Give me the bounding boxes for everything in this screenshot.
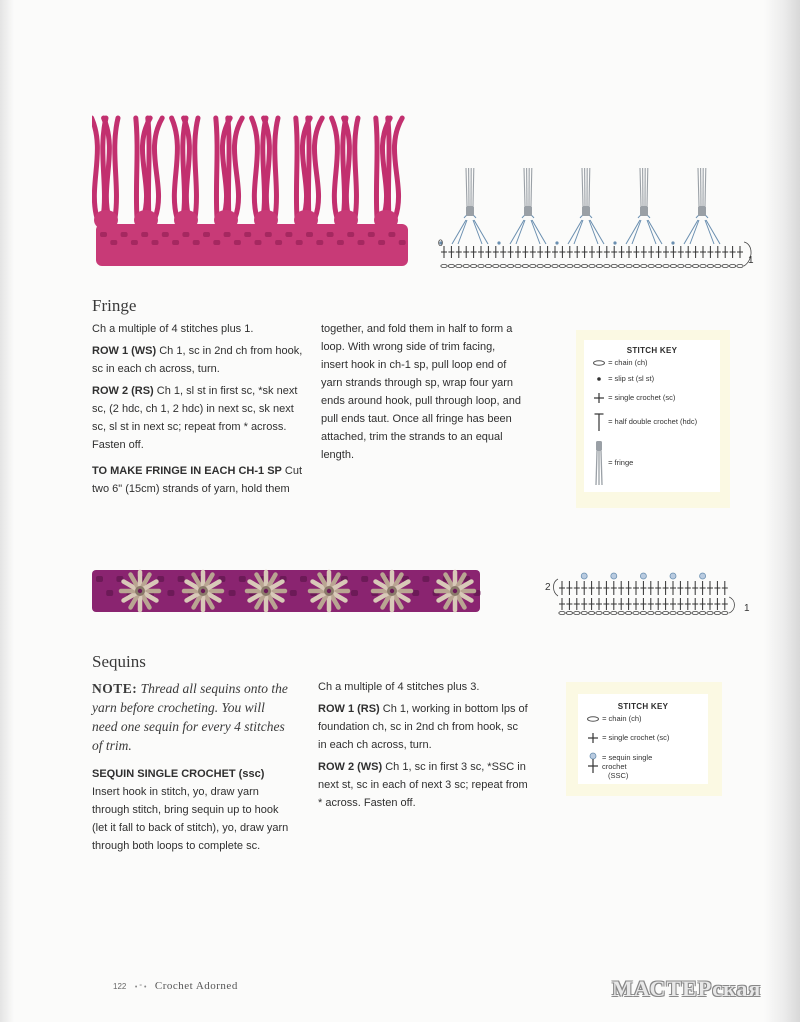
fringe-strand (308, 118, 309, 218)
fringe-stitch (100, 232, 107, 237)
chart-chain (626, 264, 632, 267)
fringe-stitch-key-panel (584, 340, 720, 492)
sequins-row2-text: Ch 1, sc in first 3 sc, *SSC in next st, sc in each of next 3 sc; repeat from * across. Fasten off. (318, 761, 528, 809)
chart-chain (456, 264, 462, 267)
chart-chain (633, 264, 639, 267)
chart-chain (493, 264, 499, 267)
sequins-row2-label: ROW 2 (WS) (318, 761, 383, 773)
fringe-key-label-chain: = chain (ch) (608, 358, 648, 367)
sequins-row1-label: ROW 1 (RS) (318, 703, 380, 715)
fringe-title: Fringe (92, 296, 137, 315)
sequins-stitch-key (566, 682, 722, 796)
fringe-chart-start-label: 0 (438, 238, 444, 248)
sequins-ssc (92, 765, 292, 855)
chart-fringe-strand (466, 168, 467, 206)
fringe-strand (172, 118, 178, 218)
fringe-stitch (141, 232, 148, 237)
fringe-key-row-hdc (592, 412, 697, 432)
chart-chain (678, 264, 684, 267)
watermark-text: МАСТЕРская (612, 976, 762, 1001)
chart-chain (463, 264, 469, 267)
fringe-strand (234, 118, 242, 218)
sequins-key-label-ssc: = sequin single crochet (602, 753, 653, 771)
sequins-key-title: STITCH KEY (617, 702, 669, 711)
chart-chain (537, 264, 543, 267)
sequins-key-row-sc (586, 732, 669, 744)
chart-fringe-strand (582, 168, 583, 206)
chart-slst (555, 241, 558, 244)
sequin-hole (327, 589, 331, 593)
fringe-knot (94, 210, 118, 230)
chart-sequin (700, 573, 706, 579)
fringe-chart (432, 160, 762, 275)
fringe-strand (216, 118, 217, 218)
fringe-icon (592, 440, 606, 486)
chart-chain (441, 264, 447, 267)
sequins-intro: Ch a multiple of 4 stitches plus 3. (318, 681, 480, 693)
sequins-instructions-col1 (92, 679, 292, 855)
chart-chain (603, 611, 609, 614)
chart-chain (589, 264, 595, 267)
sequins-stitch (361, 576, 368, 582)
chart-chain (581, 264, 587, 267)
fringe-stitch (131, 240, 138, 245)
fringe-key-row-sc (592, 392, 675, 404)
chart-chain (685, 264, 691, 267)
chart-chain (655, 611, 661, 614)
fringe-strand (228, 118, 229, 218)
sequin-hole (453, 589, 457, 593)
fringe-key-label-fringe: = fringe (608, 457, 634, 467)
sequins-title: Sequins (92, 652, 146, 671)
chart-sequin (640, 573, 646, 579)
sequins-stitch (239, 576, 246, 582)
fringe-strand (148, 118, 149, 218)
chart-chain (544, 264, 550, 267)
chart-fringe-strand (705, 168, 706, 206)
sequins-stitch (412, 590, 419, 596)
chart-chain (648, 264, 654, 267)
sequins-stitch-key-panel (578, 694, 708, 784)
chart-chain (507, 264, 513, 267)
chart-fringe-knot (640, 206, 648, 216)
chart-chain (552, 264, 558, 267)
fringe-key-label-hdc: = half double crochet (hdc) (608, 416, 698, 426)
chart-chain (677, 611, 683, 614)
single-crochet-icon (592, 392, 606, 404)
sequins-stitch (229, 590, 236, 596)
chart-chain (722, 611, 728, 614)
fringe-stitch (213, 240, 220, 245)
sequins-photo (90, 560, 482, 622)
sequins-stitch (96, 576, 103, 582)
chart-sequin (581, 573, 587, 579)
chart-chain (611, 611, 617, 614)
chart-chain (625, 611, 631, 614)
chart-chain (588, 611, 594, 614)
sequins-key-row-chain (586, 714, 642, 723)
fringe-strand (115, 118, 118, 218)
chain-icon (592, 359, 606, 367)
chart-fringe-knot (698, 206, 706, 216)
chart-chain (670, 611, 676, 614)
fringe-key-row-chain (592, 358, 648, 367)
fringe-instructions-col2 (321, 320, 521, 468)
sequins-note (92, 679, 292, 755)
fringe-knot (214, 210, 238, 230)
fringe-strand (136, 118, 137, 218)
sequins-note-label: NOTE: (92, 681, 138, 696)
sequins-key-label-chain: = chain (ch) (602, 714, 642, 723)
sequins-ssc-label: SEQUIN SINGLE CROCHET (ssc) (92, 768, 265, 780)
chart-fringe-strand (640, 168, 641, 206)
chart-chain (604, 264, 610, 267)
fringe-stitch (121, 232, 128, 237)
chart-chain (699, 611, 705, 614)
fringe-row2 (92, 382, 307, 454)
fringe-stitch (203, 232, 210, 237)
fringe-strand (394, 118, 402, 218)
sequins-chart (540, 566, 762, 620)
chart-chain (574, 264, 580, 267)
fringe-stitch (244, 232, 251, 237)
slip-stitch-icon (592, 375, 606, 383)
chart-chain (478, 264, 484, 267)
fringe-stitch (399, 240, 406, 245)
chart-chain (574, 611, 580, 614)
chart-chain (692, 611, 698, 614)
chart-slst (497, 241, 500, 244)
sequins-stitch (106, 590, 113, 596)
sequin-hole (138, 589, 142, 593)
single-crochet-icon (586, 732, 600, 744)
fringe-strand (195, 118, 198, 218)
chart-chain (567, 264, 573, 267)
chart-turn-left (554, 579, 559, 596)
chart-chain (618, 264, 624, 267)
fringe-stitch (152, 240, 159, 245)
sequins-chart-row1-label: 1 (744, 603, 750, 614)
chart-chain (670, 264, 676, 267)
chart-fringe-strand (698, 168, 699, 206)
chart-fringe-knot (466, 206, 474, 216)
fringe-stitch (378, 240, 385, 245)
fringe-knot (134, 210, 158, 230)
fringe-row2-label: ROW 2 (RS) (92, 385, 154, 397)
fringe-strand (314, 118, 322, 218)
sequins-key-label-sc: = single crochet (sc) (602, 732, 670, 742)
fringe-intro: Ch a multiple of 4 stitches plus 1. (92, 323, 254, 335)
chart-chain (522, 264, 528, 267)
sequins-stitch (422, 576, 429, 582)
chart-chain (633, 611, 639, 614)
fringe-stitch (110, 240, 117, 245)
fringe-stitch (388, 232, 395, 237)
sequins-row2 (318, 758, 528, 812)
chart-chain (707, 264, 713, 267)
fringe-stitch (182, 232, 189, 237)
fringe-stitch (255, 240, 262, 245)
fringe-key-title: STITCH KEY (626, 346, 678, 355)
chart-chain (685, 611, 691, 614)
chart-fringe-strand (524, 168, 525, 206)
fringe-stitch (224, 232, 231, 237)
footer-page-number: 122 (113, 982, 127, 991)
fringe-strand (296, 118, 297, 218)
chart-fringe-strand (647, 168, 648, 206)
chart-fringe-knot (582, 206, 590, 216)
chart-chain (700, 264, 706, 267)
page-shadow-right (764, 0, 800, 1022)
fringe-stitch (337, 240, 344, 245)
fringe-knot (174, 210, 198, 230)
fringe-knot (374, 210, 398, 230)
sequin-hole (264, 589, 268, 593)
fringe-make-text: Cut two 6" (15cm) strands of yarn, hold them (92, 465, 303, 495)
sequins-stitch (167, 590, 174, 596)
fringe-stitch-key (576, 330, 730, 508)
fringe-key-row-slip (592, 374, 654, 383)
fringe-strand (154, 118, 162, 218)
fringe-continued: together, and fold them in half to form a loop. With wrong side of trim facing, insert hook in ch-1 sp, pull loop end of yarn strands through sp, wrap four yarn ends around hook, pull through loop, and pull ends taut. Once all fringe has been attached, trim the strands to an equal length. (321, 323, 521, 461)
chart-chain (648, 611, 654, 614)
fringe-stitch (172, 240, 179, 245)
fringe-stitch (296, 240, 303, 245)
fringe-knot (254, 210, 278, 230)
footer-dots: • ° • (134, 984, 147, 991)
page-shadow-left (0, 0, 14, 1022)
chart-chain (485, 264, 491, 267)
chart-chain (715, 264, 721, 267)
chart-chain (729, 264, 735, 267)
sequins-stitch (300, 576, 307, 582)
fringe-stitch (316, 240, 323, 245)
fringe-stitch (162, 232, 169, 237)
fringe-row1 (92, 342, 307, 378)
chart-fringe-strand (473, 168, 474, 206)
fringe-knot (294, 210, 318, 230)
chart-sequin (670, 573, 676, 579)
sequins-ssc-text: Insert hook in stitch, yo, draw yarn through stitch, bring sequin up to hook (let it fall to back of stitch), yo, draw yarn through both loops to complete sc. (92, 786, 289, 852)
chart-chain (714, 611, 720, 614)
sequins-row1 (318, 700, 528, 754)
sequins-chart-row2-label: 2 (545, 582, 551, 593)
fringe-stitch (368, 232, 375, 237)
chart-chain (581, 611, 587, 614)
chart-fringe-strand (531, 168, 532, 206)
fringe-stitch (275, 240, 282, 245)
fringe-stitch (285, 232, 292, 237)
footer (113, 976, 238, 994)
hdc-icon (592, 412, 606, 432)
footer-book-title: Crochet Adorned (154, 980, 238, 992)
sequins-stitch (351, 590, 358, 596)
sequins-stitch (178, 576, 185, 582)
sequins-stitch (290, 590, 297, 596)
chart-chain (596, 611, 602, 614)
chart-chain (500, 264, 506, 267)
sequin-hole (201, 589, 205, 593)
sequins-key-row-ssc (586, 752, 663, 780)
chart-sequin (611, 573, 617, 579)
chart-chain (618, 611, 624, 614)
fringe-chart-row-label: 1 (748, 255, 754, 266)
chart-slst (671, 241, 674, 244)
chart-chain (655, 264, 661, 267)
chart-chain (707, 611, 713, 614)
fringe-strand (388, 118, 389, 218)
chart-chain (566, 611, 572, 614)
chart-chain (596, 264, 602, 267)
fringe-photo (92, 106, 412, 274)
sequins-instructions-col2 (318, 678, 528, 816)
chart-chain (448, 264, 454, 267)
fringe-strands (92, 118, 402, 218)
chart-chain (515, 264, 521, 267)
chain-icon (586, 715, 600, 723)
fringe-stitch (327, 232, 334, 237)
chart-chain (640, 611, 646, 614)
chart-chain (470, 264, 476, 267)
chart-chain (722, 264, 728, 267)
fringe-stitch (265, 232, 272, 237)
fringe-key-label-sc: = single crochet (sc) (608, 392, 676, 402)
fringe-row2-text: Ch 1, sl st in first sc, *sk next sc, (2 hdc, ch 1, 2 hdc) in next sc, sk next sc, sl st in next sc; repeat from * across. Fasten off. (92, 385, 298, 451)
fringe-knot (334, 210, 358, 230)
fringe-stitch (306, 232, 313, 237)
fringe-key-label-slip: = slip st (sl st) (608, 374, 655, 383)
chart-chain (663, 264, 669, 267)
chart-fringe-strand (589, 168, 590, 206)
fringe-strand (355, 118, 358, 218)
chart-chain (662, 611, 668, 614)
fringe-make-label: TO MAKE FRINGE IN EACH CH-1 SP (92, 465, 282, 477)
chart-turn-right (729, 597, 734, 613)
fringe-stitch (193, 240, 200, 245)
fringe-stitch (234, 240, 241, 245)
chart-chain (692, 264, 698, 267)
sequin-sc-icon (586, 752, 600, 774)
fringe-stitch (347, 232, 354, 237)
sequins-key-label-ssc2: (SSC) (608, 771, 629, 780)
fringe-instructions-col1 (92, 320, 307, 502)
chart-slst (613, 241, 616, 244)
fringe-strand (332, 118, 338, 218)
chart-chain (611, 264, 617, 267)
sequin-hole (390, 589, 394, 593)
fringe-stitch (358, 240, 365, 245)
fringe-row1-label: ROW 1 (WS) (92, 345, 157, 357)
chart-chain (641, 264, 647, 267)
fringe-row1-text: Ch 1, sc in 2nd ch from hook, sc in each ch across, turn. (92, 345, 303, 375)
fringe-strand (252, 118, 258, 218)
fringe-strand (92, 118, 97, 218)
chart-chain (737, 264, 743, 267)
chart-chain (559, 264, 565, 267)
chart-fringe-knot (524, 206, 532, 216)
fringe-make (92, 462, 307, 498)
chart-chain (559, 611, 565, 614)
sequins-note-text: Thread all sequins onto the yarn before crocheting. You will need one sequin for every 4 stitches of trim. (92, 681, 288, 753)
fringe-strand (376, 118, 377, 218)
sequins-row1-text: Ch 1, working in bottom lps of foundation ch, sc in 2nd ch from hook, sc in each ch across, turn. (318, 703, 528, 751)
chart-chain (530, 264, 536, 267)
fringe-key-row-fringe (592, 440, 633, 486)
fringe-strand (275, 118, 278, 218)
